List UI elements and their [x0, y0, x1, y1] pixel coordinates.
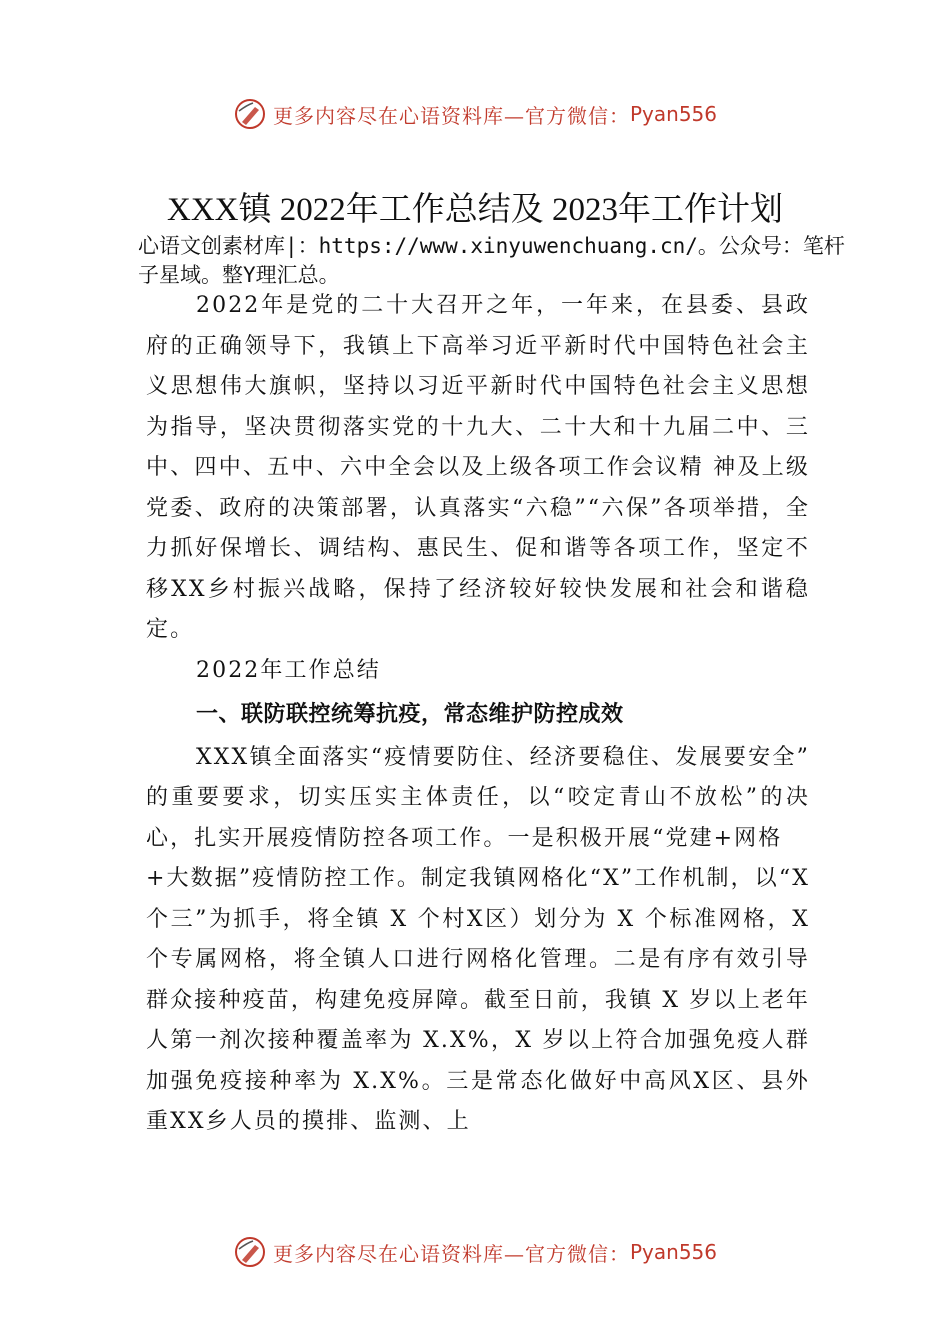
header-banner: [0, 94, 950, 134]
banner-text: 更多内容尽在心语资料库—官方微信：: [272, 1241, 630, 1266]
section-heading: 一、联防联控统筹抗疫，常态维护防控成效: [196, 702, 624, 727]
section-label: 2022年工作总结: [196, 657, 381, 683]
pen-nib-logo-icon: [233, 1235, 267, 1269]
document-body: [146, 286, 810, 1143]
source-line: 心语文创素材库|：https://www.xinyuwenchuang.cn/。公众号：笔杆子星域。整Y理汇总。: [138, 234, 845, 287]
banner-text: 更多内容尽在心语资料库—官方微信：: [272, 103, 630, 128]
banner-wechat-id: Pyan556: [629, 1240, 717, 1264]
document-title: XXX镇 2022年工作总结及 2023年工作计划: [167, 192, 783, 228]
body-paragraph-continued: +大数据”疫情防控工作。制定我镇网格化“X”工作机制，以“X 个三”为抓手，将全镇 X 个村X区）划分为 X 个标准网格，X 个专属网格，将全镇人口进行网格化管理。二是有序有效引导群众接种疫苗，构建免疫屏障。截至日前，我镇 X 岁以上老年人第一剂次接种覆盖率为 X.X%，X 岁以上符合加强免疫人群加强免疫接种率为 X.X%。三是常态化做好中高风X区、县外重XX乡人员的摸排、监测、上: [146, 866, 810, 1134]
pen-nib-logo-icon: [233, 97, 267, 131]
footer-banner: [0, 1232, 950, 1272]
body-paragraph: XXX镇全面落实“疫情要防住、经济要稳住、发展要安全” 的重要要求，切实压实主体责任，以“咬定青山不放松”的决心，扎实开展疫情防控各项工作。一是积极开展“党建+网格: [146, 744, 810, 851]
banner-wechat-id: Pyan556: [629, 102, 717, 126]
intro-paragraph: 2022年是党的二十大召开之年，一年来，在县委、县政府的正确领导下，我镇上下高举习近平新时代中国特色社会主义思想伟大旗帜，坚持以习近平新时代中国特色社会主义思想为指导，坚决贯彻落实党的十九大、二十大和十九届二中、三中、四中、五中、六中全会以及上级各项工作会议精 神及上级党委、政府的决策部署，认真落实“六稳”“六保”各项举措，全力抓好保增长、调结构、惠民生、促和谐等各项工作，坚定不移XX乡村振兴战略，保持了经济较好较快发展和社会和谐稳定。: [146, 293, 810, 642]
